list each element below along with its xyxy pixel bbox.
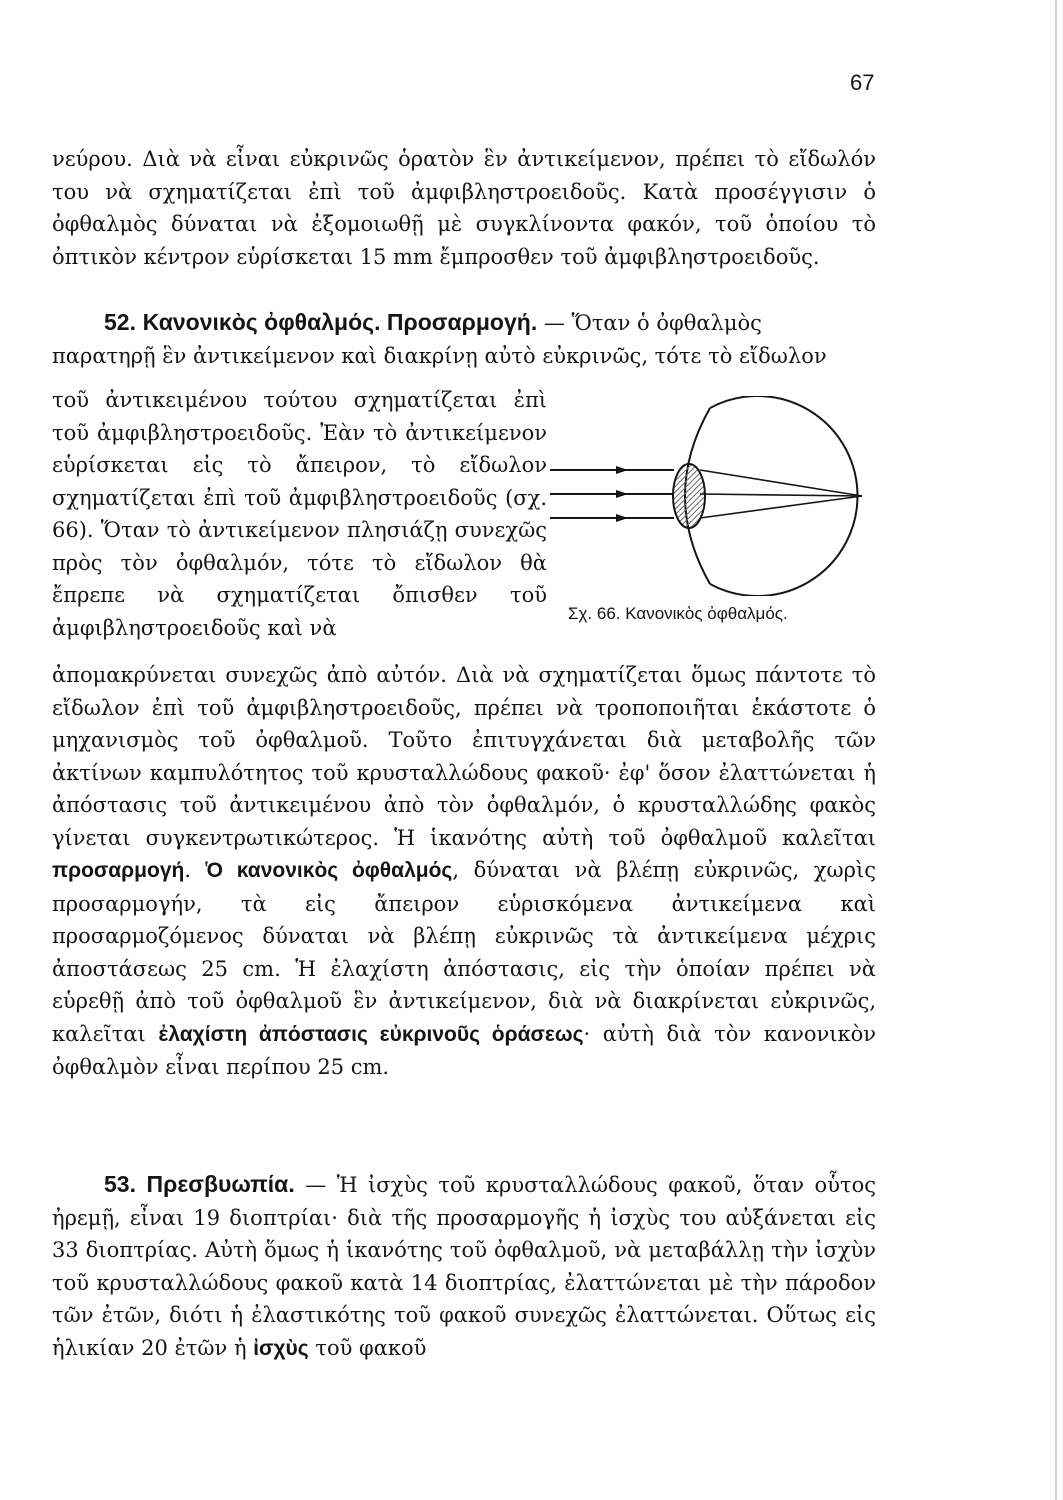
section-52-continuation [52, 659, 876, 1084]
refracted-ray-top [700, 470, 862, 496]
section-52-heading [52, 306, 876, 372]
term-normal-eye: Ὁ κανονικὸς ὀφθαλμός [205, 859, 453, 882]
section-52-second-line: παρατηρῇ ἓν ἀντικείμενον καὶ διακρίνῃ αὐτὸ εὐκρινῶς, τότε τὸ εἴδωλον [52, 343, 827, 368]
term-power: ἰσχὺς [253, 1336, 309, 1360]
section-52-wrap-text [52, 384, 547, 644]
paragraph-intro-text: νεύρου. Διὰ νὰ εἶναι εὐκρινῶς ὁρατὸν ἓν ἀντικείμενον, πρέπει τὸ εἴδωλόν του νὰ σχηματίζεται ἐπὶ τοῦ ἀμφιβληστροειδοῦς. Κατὰ προσέγγισιν ὁ ὀφθαλμὸς δύναται νὰ ἐξομοιωθῇ μὲ συγκλίνοντα φακόν, τοῦ ὁποίου τὸ ὀπτικὸν κέντρον εὑρίσκεται 15 mm ἔμπροσθεν τοῦ ἀμφιβληστροειδοῦς. [52, 147, 876, 269]
paragraph-intro [52, 143, 876, 273]
section-52-first-line-rest: Ὅταν ὁ ὀφθαλμὸς [571, 311, 762, 335]
section-52-continuation-text [52, 659, 876, 1084]
arrow-head-bottom [616, 514, 628, 522]
section-52-text-a: ἀπομακρύνεται συνεχῶς ἀπὸ αὐτόν. Διὰ νὰ σχηματίζεται ὅμως πάντοτε τὸ εἴδωλον ἐπὶ τοῦ ἀμφιβληστροειδοῦς, πρέπει νὰ τροποποιῆται ἑκάστοτε ὁ μηχανισμὸς τοῦ ὀφθαλμοῦ. Τοῦτο ἐπιτυγχάνεται διὰ μεταβολῆς τῶν ἀκτίνων καμπυλότητος τοῦ κρυσταλλώδους φακοῦ· ἐφ' ὅσον ἐλαττώνεται ἡ ἀπόστασις τοῦ ἀντικειμένου ἀπὸ τὸν ὀφθαλμόν, ὁ κρυσταλλώδης φακὸς γίνεται συγκεντρωτικώτερος. Ἡ ἱκανότης αὐτὴ τοῦ ὀφθαλμοῦ καλεῖται [52, 663, 876, 850]
section-53-text [52, 1168, 876, 1365]
term-minimum-distance: ἐλαχίστη ἀπόστασις εὐκρινοῦς ὁράσεως [158, 1022, 584, 1046]
section-52-text-b: . [184, 858, 206, 882]
section-52-wrap-paragraph: τοῦ ἀντικειμένου τούτου σχηματίζεται ἐπὶ τοῦ ἀμφιβληστροειδοῦς. Ἐὰν τὸ ἀντικείμενον εὑρίσκεται εἰς τὸ ἄπειρον, τὸ εἴδωλον σχηματίζεται ἐπὶ τοῦ ἀμφιβληστροειδοῦς (σχ. 66). Ὅταν τὸ ἀντικείμενον πλησιάζῃ συνεχῶς πρὸς τὸν ὀφθαλμόν, τότε τὸ εἴδωλον θὰ ἔπρεπε νὰ σχηματίζεται ὄπισθεν τοῦ ἀμφιβληστροειδοῦς καὶ νὰ [52, 388, 547, 640]
section-52-text-c: , δύναται νὰ βλέπῃ εὐκρινῶς, χωρὶς προσαρμογήν, τὰ εἰς ἄπειρον εὑρισκόμενα ἀντικείμενα καὶ προσαρμοζόμενος δύναται νὰ βλέπῃ εὐκρινῶς τὰ ἀντικείμενα μέχρις ἀποστάσεως 25 cm. Ἡ ἐλαχίστη ἀπόστασις, εἰς τὴν ὁποίαν πρέπει νὰ εὑρεθῇ ἀπὸ τοῦ ὀφθαλμοῦ ἓν ἀντικείμενον, διὰ νὰ διακρίνεται εὐκρινῶς, καλεῖται [52, 858, 876, 1046]
arrow-head-top [616, 466, 628, 474]
refracted-ray-bottom [700, 496, 862, 518]
page-number: 67 [850, 70, 875, 95]
section-52-dash: — [537, 311, 572, 335]
refracted-ray-middle [700, 494, 862, 496]
section-52-text-d: · αὐτὴ διὰ τὸν κανονικὸν ὀφθαλμὸν εἶναι περίπου 25 cm. [52, 1021, 877, 1079]
section-53-text-a: Ἡ ἰσχὺς τοῦ κρυσταλλώδους φακοῦ, ὅταν οὗτος ἠρεμῇ, εἶναι 19 διοπτρίαι· διὰ τῆς προσαρμογῆς ἡ ἰσχὺς του αὐξάνεται εἰς 33 διοπτρίας. Αὐτὴ ὅμως ἡ ἱκανότης τοῦ ὀφθαλμοῦ, νὰ μεταβάλλῃ τὴν ἰσχὺν τοῦ κρυσταλλώδους φακοῦ κατὰ 14 διοπτρίας, ἐλαττώνεται μὲ τὴν πάροδον τῶν ἐτῶν, διότι ἡ ἐλαστικότης τοῦ φακοῦ συνεχῶς ἐλαττώνεται. Οὕτως εἰς ἡλικίαν 20 ἐτῶν ἡ [52, 1173, 876, 1360]
section-52-number: 52. [104, 309, 136, 335]
page-edge-shadow [1055, 0, 1057, 1500]
arrow-head-middle [616, 490, 628, 498]
section-53-number: 53. [104, 1171, 136, 1197]
section-52-title: Κανονικὸς ὀφθαλμός. Προσαρμογή. [142, 309, 538, 335]
section-53-text-b: τοῦ φακοῦ [308, 1335, 427, 1360]
figure-caption: Σχ. 66. Κανονικὸς ὀφθαλμός. [568, 604, 788, 623]
section-53-title: Πρεσβυωπία. [146, 1171, 295, 1197]
section-53 [52, 1168, 876, 1365]
section-53-dash: — [294, 1173, 337, 1197]
figure-normal-eye [550, 396, 870, 596]
term-accommodation: προσαρμογή [52, 859, 185, 882]
